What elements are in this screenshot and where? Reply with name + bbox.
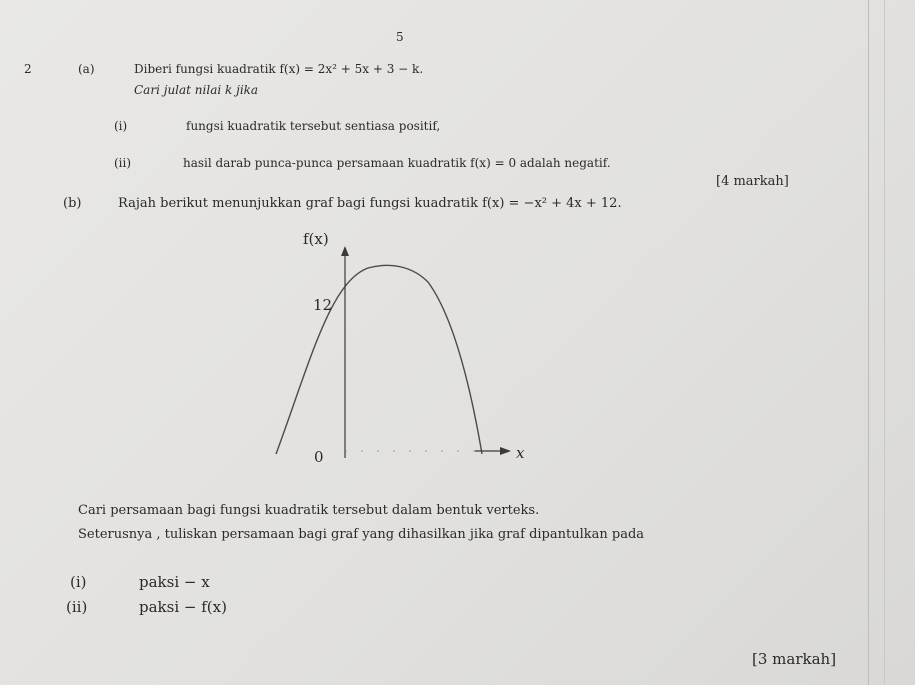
x-axis-label: x	[516, 444, 525, 462]
part-a-instruction: Cari julat nilai k jika	[134, 83, 259, 97]
quadratic-graph	[250, 222, 550, 482]
part-a-item-text: fungsi kuadratik tersebut sentiasa positif,	[186, 119, 441, 133]
origin-label: 0	[314, 448, 324, 466]
part-b-label: (b)	[63, 196, 82, 211]
parabola-curve	[276, 265, 482, 454]
part-a-marks: [4 markah]	[716, 174, 789, 189]
part-a-label: (a)	[78, 62, 95, 76]
part-b-question-line2: Seterusnya , tuliskan persamaan bagi graf yang dihasilkan jika graf dipantulkan pada	[78, 527, 645, 542]
page-number: 5	[396, 30, 404, 44]
x-axis-arrow	[500, 447, 511, 455]
question-number: 2	[24, 62, 32, 76]
part-a-item-label: (i)	[114, 119, 128, 133]
y-axis-label: f(x)	[303, 230, 329, 248]
page-edge-line	[868, 0, 869, 685]
part-a-intro: Diberi fungsi kuadratik f(x) = 2x² + 5x + 3 − k.	[134, 62, 424, 76]
part-b-intro: Rajah berikut menunjukkan graf bagi fungsi kuadratik f(x) = −x² + 4x + 12.	[118, 196, 622, 211]
y-intercept-label: 12	[313, 296, 333, 314]
part-b-item-label: (i)	[70, 573, 87, 591]
part-b-item-text: paksi − f(x)	[139, 598, 227, 616]
part-b-item-label: (ii)	[66, 598, 88, 616]
page-edge-line	[884, 0, 885, 685]
part-a-item-text: hasil darab punca-punca persamaan kuadratik f(x) = 0 adalah negatif.	[183, 156, 611, 170]
y-axis-arrow	[341, 246, 349, 256]
part-b-item-text: paksi − x	[139, 573, 210, 591]
part-b-marks: [3 markah]	[752, 650, 837, 668]
part-b-question-line1: Cari persamaan bagi fungsi kuadratik tersebut dalam bentuk verteks.	[78, 503, 540, 518]
part-a-item-label: (ii)	[114, 156, 132, 170]
